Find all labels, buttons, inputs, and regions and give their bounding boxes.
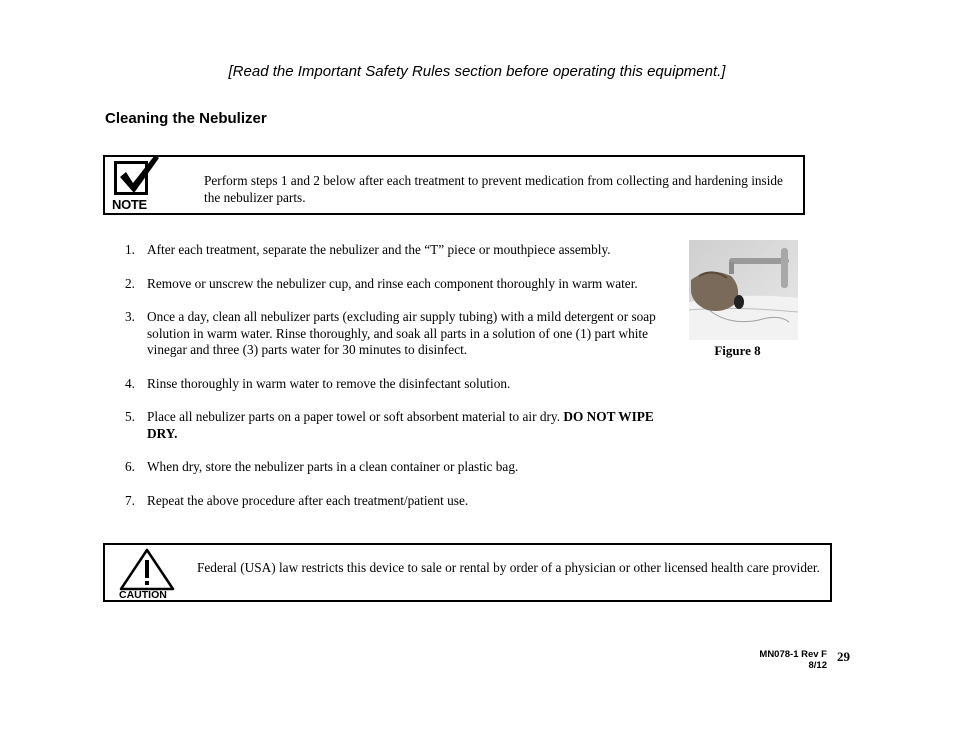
list-item [125,276,665,293]
note-text: Perform steps 1 and 2 below after each treatment to prevent medication from collecting and hardening inside the nebulizer parts. [204,173,783,205]
page-number: 29 [837,649,850,664]
step-text: Rinse thoroughly in warm water to remove the disinfectant solution. [147,375,511,391]
list-item [125,242,665,259]
note-label: NOTE [112,197,147,212]
step-number: 6. [125,459,135,474]
cleaning-steps-list [125,242,665,526]
step-text: After each treatment, separate the nebulizer and the “T” piece or mouthpiece assembly. [147,242,611,257]
warning-triangle-icon [117,547,177,601]
caution-box [103,543,832,602]
step-text: Remove or unscrew the nebulizer cup, and rinse each component thoroughly in warm water. [147,275,638,291]
step-text: Repeat the above procedure after each treatment/patient use. [147,492,469,508]
step-number: 3. [125,309,135,324]
step-number: 2. [125,275,135,291]
step-text: Place all nebulizer parts on a paper towel or soft absorbent material to air dry. [147,409,564,424]
step-text: Once a day, clean all nebulizer parts (excluding air supply tubing) with a mild detergent or soap solution in warm water. Rinse thoroughly, and soak all parts in a solution of one (1) part white vinegar and three (3) parts water for 30 minutes to disinfect. [147,309,656,357]
checkmark-icon [111,159,159,213]
list-item [125,493,665,510]
doc-id: MN078-1 Rev F [759,649,827,660]
document-reference [737,649,827,671]
step-number: 4. [125,375,135,391]
step-number: 1. [125,242,135,257]
list-item [125,459,665,476]
step-text: When dry, store the nebulizer parts in a clean container or plastic bag. [147,459,519,474]
doc-date: 8/12 [808,660,827,671]
caution-text: Federal (USA) law restricts this device to sale or rental by order of a physician or other licensed health care provider. [197,560,820,575]
step-warning: DO NOT WIPE DRY. [147,409,654,441]
caution-label: CAUTION [119,589,167,601]
step-number: 5. [125,409,135,424]
figure-8-photo [689,240,798,340]
list-item [125,409,665,442]
list-item [125,309,665,359]
step-number: 7. [125,492,135,508]
safety-notice: [Read the Important Safety Rules section before operating this equipment.] [228,63,726,80]
section-heading: Cleaning the Nebulizer [105,110,267,127]
note-box [103,155,805,215]
figure-caption: Figure 8 [714,343,761,358]
list-item [125,376,665,393]
